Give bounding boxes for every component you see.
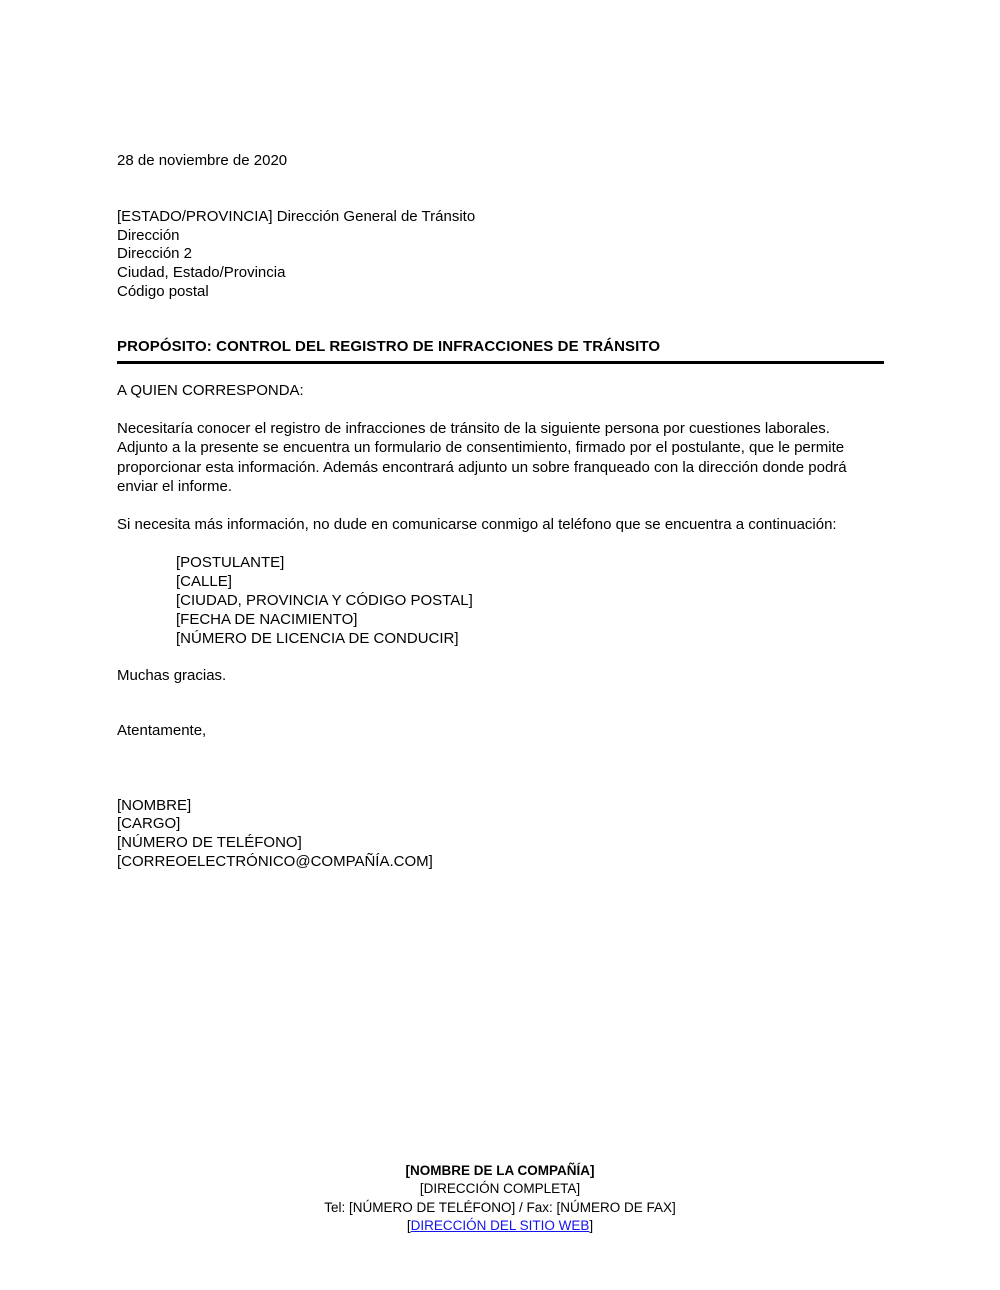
signature-line: [CARGO] — [117, 815, 181, 833]
signature-line: [NOMBRE] — [117, 796, 192, 814]
signature-line: [NÚMERO DE TELÉFONO] — [117, 833, 302, 851]
applicant-field-line: [CIUDAD, PROVINCIA Y CÓDIGO POSTAL] — [176, 592, 473, 610]
bracket-close: ] — [589, 1217, 594, 1233]
applicant-field-line: [CALLE] — [176, 573, 232, 591]
paragraph-contact: Si necesita más información, no dude en comunicarse conmigo al teléfono que se encuentra a continuación: — [117, 515, 837, 533]
recipient-address-line: Ciudad, Estado/Provincia — [117, 264, 286, 282]
page-footer — [0, 1162, 1000, 1235]
footer-phone-fax: Tel: [NÚMERO DE TELÉFONO] / Fax: [NÚMERO DE FAX] — [324, 1199, 676, 1215]
paragraph-request: Necesitaría conocer el registro de infracciones de tránsito de la siguiente persona por cuestiones laborales. Adjunto a la presente se encuentra un formulario de consentimiento, firmado por el postulante, que le permite proporcionar esta información. Además encontrará adjunto un sobre franqueado con la dirección donde podrá enviar el informe. — [117, 420, 847, 495]
applicant-field-line: [FECHA DE NACIMIENTO] — [176, 611, 358, 629]
spacer — [117, 401, 884, 419]
recipient-address-line: [ESTADO/PROVINCIA] Dirección General de Tránsito — [117, 207, 476, 225]
spacer — [117, 496, 884, 515]
signature-line: [CORREOELECTRÓNICO@COMPAÑÍA.COM] — [117, 852, 433, 870]
spacer — [117, 171, 884, 208]
salutation: A QUIEN CORRESPONDA: — [117, 382, 304, 400]
signature-space — [117, 741, 884, 797]
letter-body — [117, 152, 884, 871]
footer-website — [0, 1217, 1000, 1235]
footer-address: [DIRECCIÓN COMPLETA] — [419, 1181, 581, 1197]
recipient-address-line: Código postal — [117, 282, 209, 300]
recipient-address-block — [117, 208, 884, 302]
applicant-field-line: [POSTULANTE] — [176, 554, 285, 572]
applicant-field-line: [NÚMERO DE LICENCIA DE CONDUCIR] — [176, 630, 459, 648]
spacer — [117, 302, 884, 338]
spacer — [117, 686, 884, 722]
spacer — [117, 648, 884, 667]
applicant-fields-block — [176, 553, 884, 648]
purpose-heading: PROPÓSITO: CONTROL DEL REGISTRO DE INFRACCIONES DE TRÁNSITO — [117, 337, 661, 355]
spacer — [117, 534, 884, 553]
signature-block — [117, 797, 884, 872]
letter-date: 28 de noviembre de 2020 — [117, 152, 288, 169]
footer-company-name: [NOMBRE DE LA COMPAÑÍA] — [405, 1163, 595, 1178]
spacer — [117, 364, 884, 382]
bracket-open: [ — [406, 1217, 411, 1233]
website-link[interactable]: DIRECCIÓN DEL SITIO WEB — [410, 1217, 590, 1233]
recipient-address-line: Dirección 2 — [117, 245, 193, 263]
recipient-address-line: Dirección — [117, 226, 180, 244]
closing-line: Atentamente, — [117, 721, 207, 739]
thanks-line: Muchas gracias. — [117, 667, 227, 685]
